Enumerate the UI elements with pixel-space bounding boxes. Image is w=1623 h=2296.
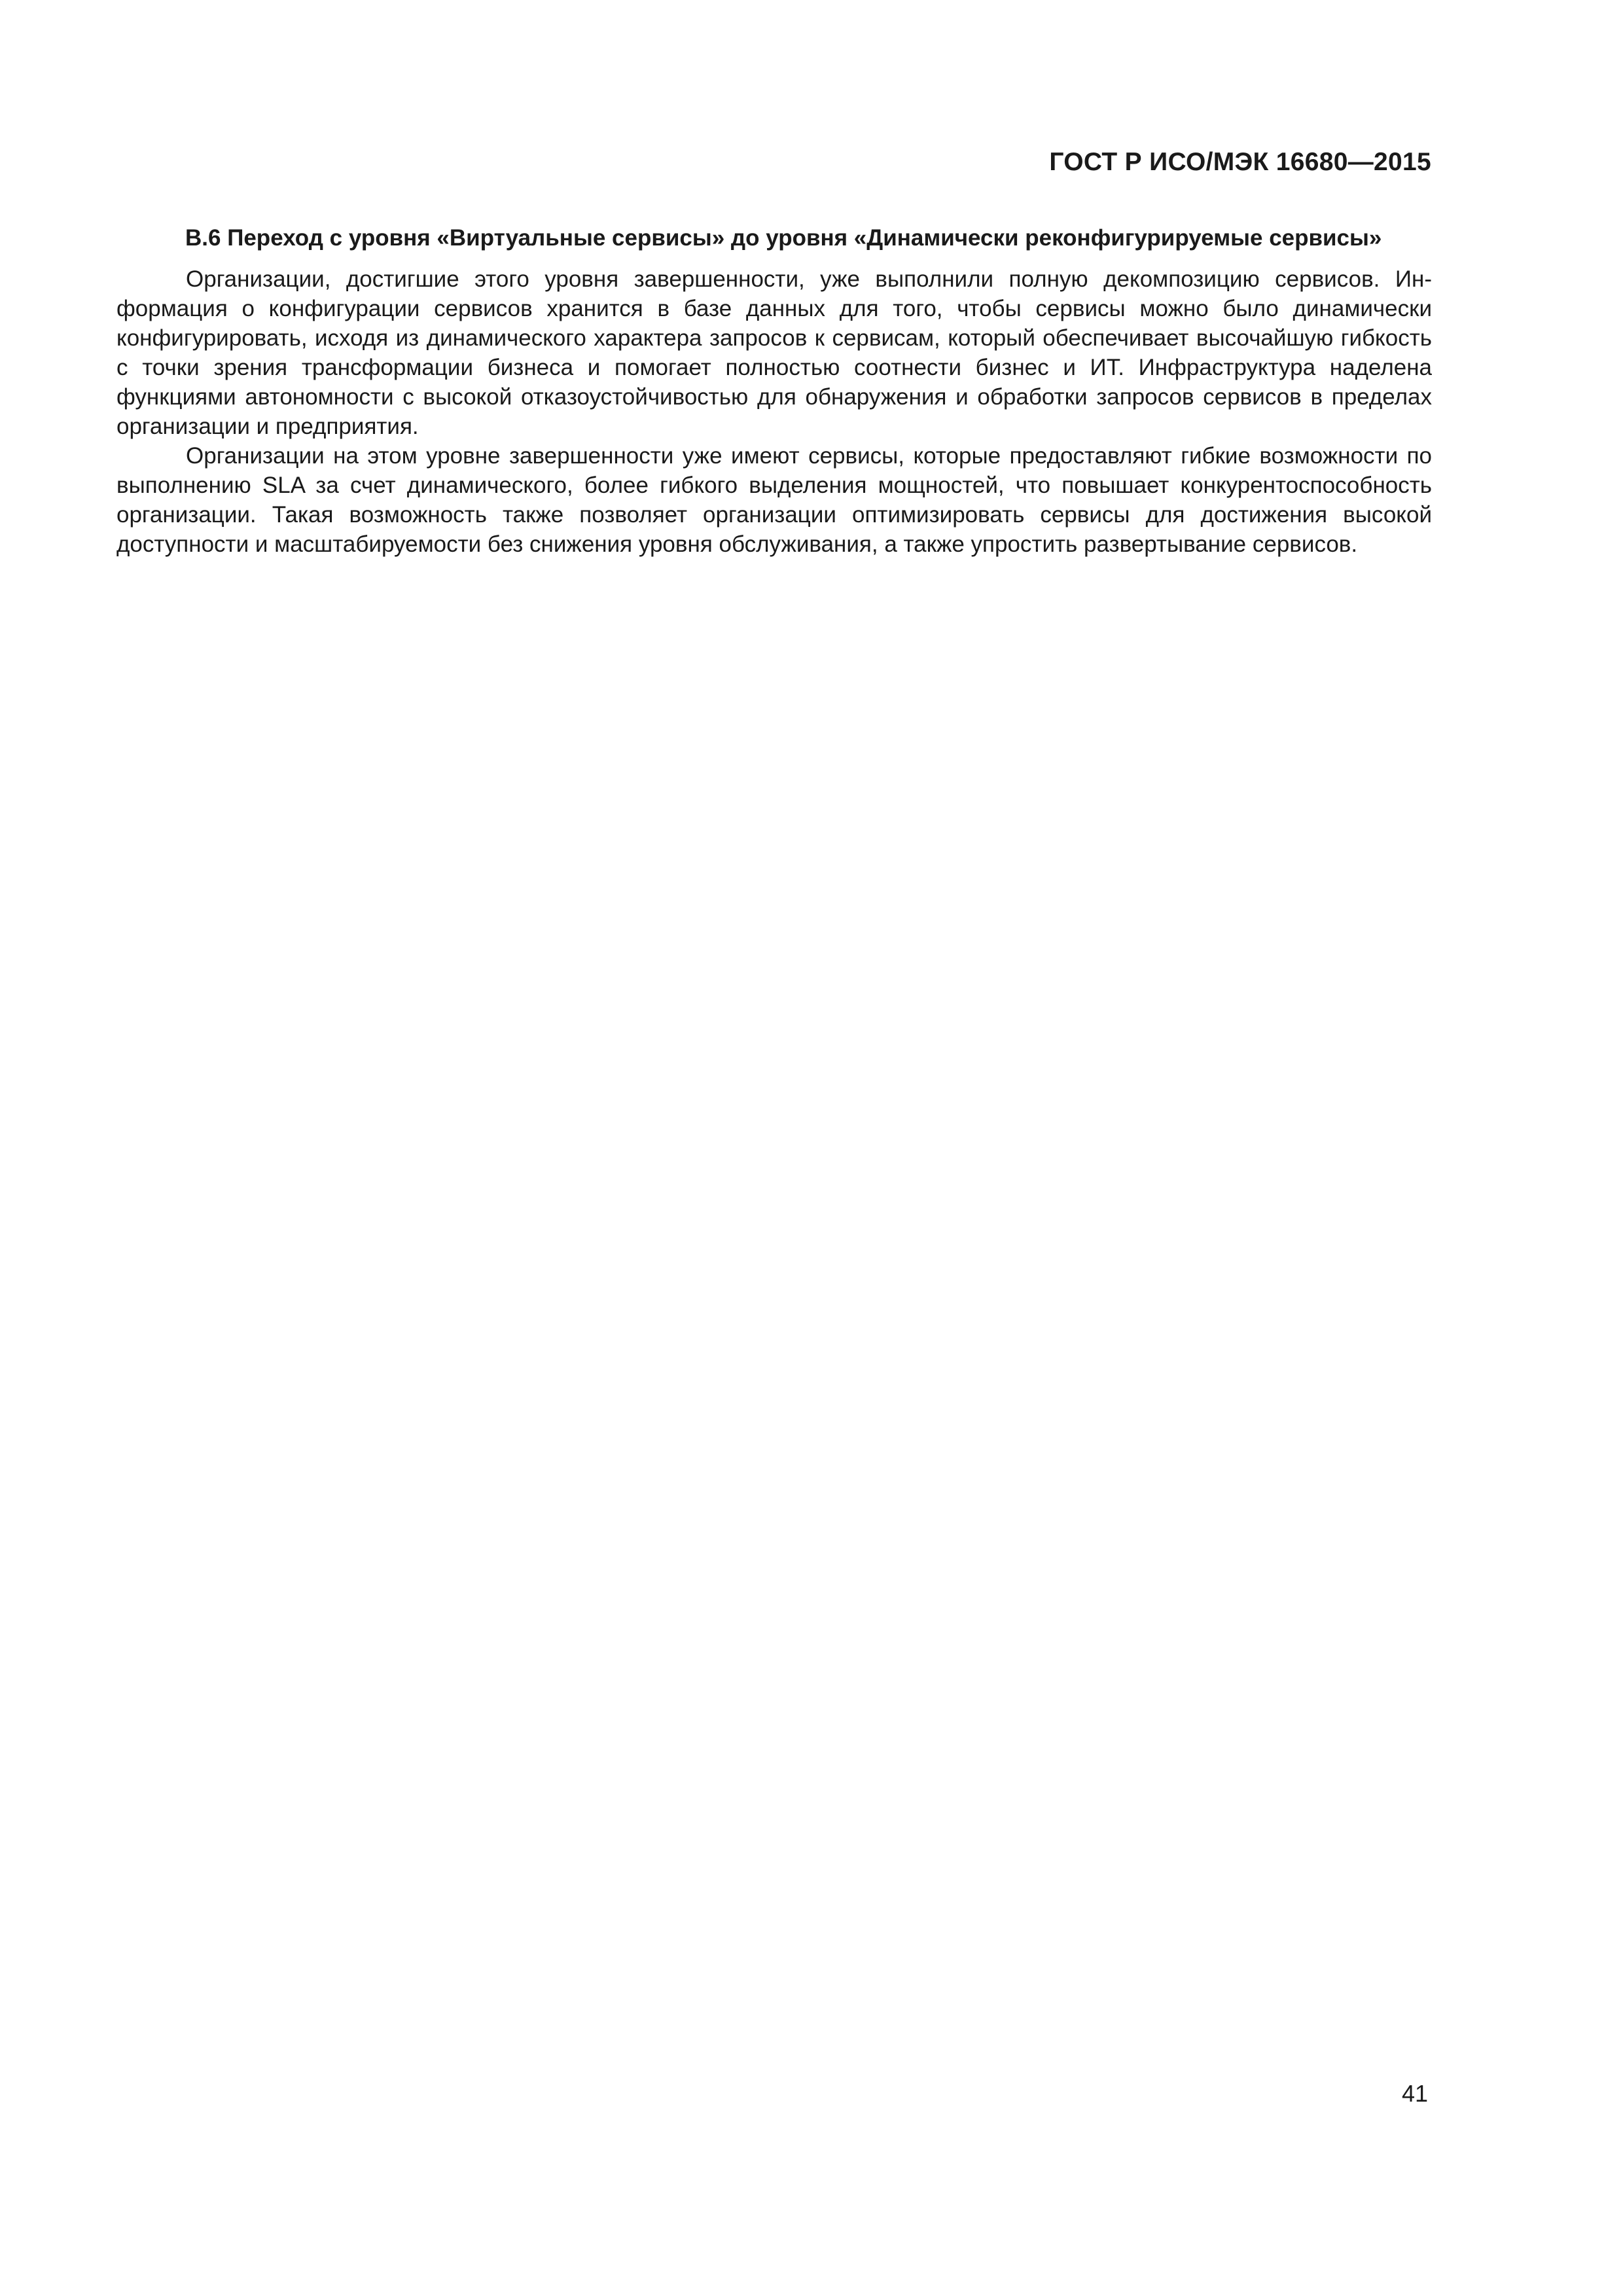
page-number: 41: [1401, 2080, 1428, 2107]
page-header-standard-code: ГОСТ Р ИСО/МЭК 16680—2015: [1049, 148, 1431, 176]
section-b6: [116, 224, 1432, 559]
paragraph-2: Организации на этом уровне завершенности уже имеют сервисы, которые предоставляют гибкие возможности по выполнению SLA за счет динамического, более гибкого выделения мощностей, что повышает конкурентоспособность организации. Такая возможность также позволяет организации оптимизировать сервисы для достижения высокой доступности и масштабируемости без снижения уровня обслуживания, а также упростить развертывание сервисов.: [116, 443, 1432, 557]
section-title: B.6 Переход с уровня «Виртуальные сервисы» до уровня «Динамически реконфигурируемые сервисы»: [185, 225, 1382, 251]
paragraph-1: Организации, достигшие этого уровня завершенности, уже выполнили полную декомпозицию сервисов. Информация о конфигурации сервисов хранится в базе данных для того, чтобы сервисы можно было динамически конфигурировать, исходя из динамического характера запросов к сервисам, который обеспечивает высочайшую гибкость с точки зрения трансформации бизнеса и помогает полностью соотнести бизнес и ИТ. Инфраструктура наделена функциями автономности с высокой отказоустойчивостью для обнаружения и обработки запросов сервисов в пределах организации и предприятия.: [116, 266, 1432, 439]
